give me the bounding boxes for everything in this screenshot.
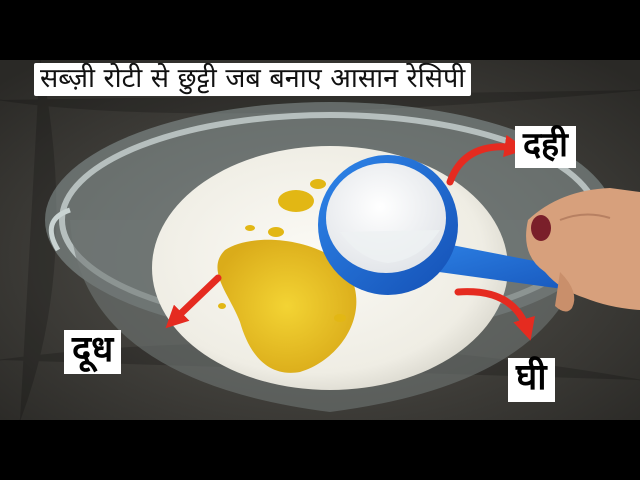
label-doodh: दूध	[64, 330, 121, 374]
label-ghee: घी	[508, 358, 555, 402]
title-text: सब्ज़ी रोटी से छुट्टी जब बनाए आसान रेसिपी	[34, 63, 471, 96]
label-dahi: दही	[515, 126, 576, 168]
